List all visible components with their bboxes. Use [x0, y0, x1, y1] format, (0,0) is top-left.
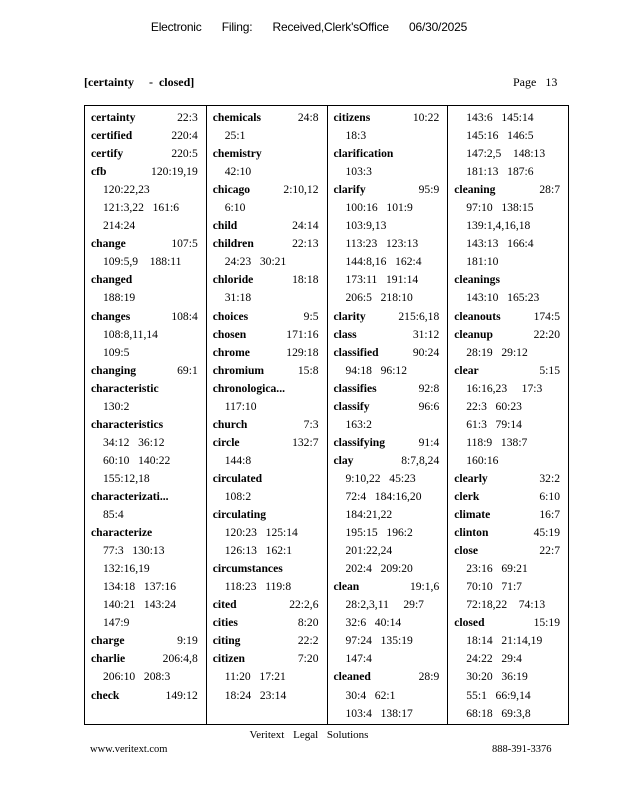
index-page-ref: 15:19 [533, 616, 560, 630]
index-term: certainty [91, 111, 136, 124]
index-entry [454, 326, 568, 344]
index-continuation: 120:23 125:14 [224, 526, 298, 540]
index-continuation: 9:10,22 45:23 [345, 471, 416, 485]
index-page-ref: 22:20 [533, 327, 560, 341]
index-term: classifying [333, 435, 386, 449]
index-term: chromium [212, 363, 265, 377]
index-term: clarity [333, 309, 366, 323]
index-term: classifies [333, 381, 377, 395]
index-entry [213, 650, 327, 668]
index-continuation: 173:11 191:14 [345, 273, 419, 287]
index-page-ref: 22:7 [539, 544, 560, 558]
index-page-ref: 18:18 [292, 273, 319, 287]
index-page-ref: 24:8 [297, 111, 319, 124]
index-page-ref: 95:9 [418, 183, 440, 197]
index-page-ref: 10:22 [412, 111, 440, 124]
index-continuation: 113:23 123:13 [345, 237, 419, 251]
index-continuation: 31:18 [224, 291, 252, 305]
index-entry [213, 380, 327, 398]
index-entry [213, 217, 327, 235]
index-page-ref: 22:2 [297, 634, 319, 648]
index-entry [213, 362, 327, 380]
index-continuation: 155:12,18 [103, 471, 150, 485]
index-entry [213, 235, 327, 253]
index-entry [213, 416, 327, 434]
index-page-ref: 31:12 [412, 327, 440, 341]
index-term: changed [91, 273, 133, 287]
index-entry [91, 127, 206, 145]
index-continuation: 160:16 [466, 453, 499, 467]
index-entry [91, 488, 206, 506]
index-continuation: 139:1,4,16,18 [466, 219, 531, 233]
index-term: characterize [91, 526, 153, 540]
index-entry [454, 524, 568, 542]
index-entry [213, 145, 327, 163]
index-term: change [91, 237, 126, 251]
index-entry [91, 632, 206, 650]
index-continuation: 120:22,23 [103, 183, 150, 197]
index-continuation: 134:18 137:16 [103, 580, 177, 594]
index-term: clearly [454, 471, 488, 485]
index-continuation: 147:9 [103, 616, 130, 630]
filing-date: 06/30/2025 [409, 20, 468, 34]
index-column-3 [327, 106, 448, 724]
index-term: circulated [212, 471, 263, 485]
index-continuation: 6:10 [224, 201, 246, 215]
index-entry [454, 271, 568, 289]
index-entry [213, 109, 327, 127]
index-continuation: 24:23 30:21 [224, 255, 287, 269]
footer-company: Veritext Legal Solutions [249, 729, 369, 741]
index-entry [91, 687, 206, 705]
index-term: changes [91, 309, 131, 323]
index-term: circumstances [212, 562, 283, 576]
index-continuation: 28:2,3,11 29:7 [345, 598, 424, 612]
index-page-ref: 7:3 [303, 417, 319, 431]
index-term: children [212, 237, 254, 251]
index-term: clay [333, 453, 354, 467]
index-entry [334, 452, 448, 470]
index-continuation: 181:13 187:6 [466, 165, 534, 179]
index-page-ref: 108:4 [171, 309, 198, 323]
index-continuation: 30:4 62:1 [345, 688, 396, 702]
index-page-ref: 2:10,12 [283, 183, 319, 197]
index-continuation: 25:1 [224, 129, 246, 143]
index-term: circulating [212, 508, 266, 522]
index-term: certify [91, 147, 124, 161]
index-continuation: 100:16 101:9 [345, 201, 413, 215]
index-page-ref: 22:3 [177, 111, 198, 124]
index-entry [334, 434, 448, 452]
index-continuation: 206:5 218:10 [345, 291, 413, 305]
index-page-ref: 206:4,8 [162, 652, 198, 666]
index-page-ref: 28:7 [539, 183, 560, 197]
index-continuation: 214:24 [103, 219, 136, 233]
index-continuation: 118:23 119:8 [224, 580, 292, 594]
index-entry [91, 650, 206, 668]
index-page-ref: 220:4 [171, 129, 198, 143]
index-column-2 [206, 106, 327, 724]
index-page-ref: 69:1 [177, 363, 198, 377]
index-entry [213, 632, 327, 650]
index-continuation: 34:12 36:12 [103, 435, 165, 449]
index-continuation: 118:9 138:7 [466, 435, 528, 449]
index-continuation: 108:2 [224, 489, 252, 503]
index-entry [213, 596, 327, 614]
index-continuation: 117:10 [224, 399, 257, 413]
index-entry [334, 326, 448, 344]
index-continuation: 68:18 69:3,8 [466, 706, 531, 720]
index-term: characteristics [91, 417, 164, 431]
index-entry [91, 362, 206, 380]
index-continuation: 85:4 [103, 508, 124, 522]
index-entry [91, 109, 206, 127]
index-term: check [91, 688, 120, 702]
index-continuation: 55:1 66:9,14 [466, 688, 531, 702]
index-term: chemicals [212, 111, 262, 124]
index-page-ref: 107:5 [171, 237, 198, 251]
index-continuation: 94:18 96:12 [345, 363, 408, 377]
index-continuation: 184:21,22 [345, 508, 393, 522]
index-term: chemistry [212, 147, 262, 161]
index-continuation: 97:10 138:15 [466, 201, 534, 215]
index-term: cleanings [454, 273, 500, 287]
index-entry [213, 326, 327, 344]
index-continuation: 28:19 29:12 [466, 345, 528, 359]
filing-received: Received,Clerk'sOffice [272, 20, 389, 34]
index-page-ref: 9:5 [303, 309, 319, 323]
index-entry [213, 181, 327, 199]
index-entry [334, 109, 448, 127]
index-continuation: 70:10 71:7 [466, 580, 522, 594]
index-entry [213, 614, 327, 632]
index-page-ref: 215:6,18 [398, 309, 440, 323]
index-continuation: 121:3,22 161:6 [103, 201, 180, 215]
index-page-ref: 8:7,8,24 [401, 453, 440, 467]
index-continuation: 144:8 [224, 453, 252, 467]
index-entry [454, 488, 568, 506]
index-entry [334, 398, 448, 416]
index-continuation: 188:19 [103, 291, 136, 305]
index-term: clarification [333, 147, 394, 161]
index-term: child [212, 219, 238, 233]
index-term: chrome [212, 345, 250, 359]
index-continuation: 132:16,19 [103, 562, 150, 576]
index-entry [334, 380, 448, 398]
index-page-ref: 15:8 [297, 363, 319, 377]
index-term: chicago [212, 183, 251, 197]
index-term: climate [454, 508, 491, 522]
index-continuation: 181:10 [466, 255, 499, 269]
index-entry [91, 308, 206, 326]
filing-electronic: Electronic [150, 20, 202, 34]
index-continuation: 103:9,13 [345, 219, 387, 233]
index-term: choices [212, 309, 249, 323]
index-column-4 [447, 106, 568, 724]
index-continuation: 11:20 17:21 [224, 670, 286, 684]
index-continuation: 77:3 130:13 [103, 544, 165, 558]
index-continuation: 195:15 196:2 [345, 526, 413, 540]
index-entry [454, 470, 568, 488]
index-term: citing [212, 634, 241, 648]
index-continuation: 72:4 184:16,20 [345, 489, 422, 503]
index-page-ref: 92:8 [418, 381, 440, 395]
index-continuation: 201:22,24 [345, 544, 393, 558]
index-page-ref: 8:20 [297, 616, 319, 630]
index-page-ref: 16:7 [539, 508, 560, 522]
index-term: charlie [91, 652, 126, 666]
index-continuation: 147:4 [345, 652, 372, 666]
index-entry [454, 362, 568, 380]
index-continuation: 103:3 [345, 165, 372, 179]
index-entry [454, 308, 568, 326]
index-continuation: 206:10 208:3 [103, 670, 171, 684]
index-continuation: 30:20 36:19 [466, 670, 528, 684]
index-continuation: 145:16 146:5 [466, 129, 534, 143]
index-continuation: 103:4 138:17 [345, 706, 413, 720]
index-page-ref: 19:1,6 [409, 580, 440, 594]
index-term: cleaned [333, 670, 371, 684]
index-page-ref: 9:19 [177, 634, 198, 648]
index-range-label: [certainty - closed] [84, 75, 195, 89]
index-entry [91, 145, 206, 163]
index-continuation: 126:13 162:1 [224, 544, 293, 558]
index-term: clean [333, 580, 360, 594]
index-continuation: 32:6 40:14 [345, 616, 402, 630]
index-term: citizens [333, 111, 371, 124]
index-continuation: 16:16,23 17:3 [466, 381, 543, 395]
index-continuation: 109:5,9 188:11 [103, 255, 182, 269]
index-page-ref: 22:2,6 [289, 598, 319, 612]
index-entry [454, 181, 568, 199]
index-page-ref: 171:16 [286, 327, 319, 341]
index-continuation: 143:13 166:4 [466, 237, 534, 251]
index-term: chronologica... [212, 381, 285, 395]
index-continuation: 18:24 23:14 [224, 688, 287, 702]
word-index-grid [84, 105, 569, 725]
index-entry [334, 145, 448, 163]
index-term: characteristic [91, 381, 159, 395]
index-entry [334, 344, 448, 362]
index-page-ref: 132:7 [292, 435, 319, 449]
index-continuation: 163:2 [345, 417, 372, 431]
index-term: cfb [91, 165, 107, 179]
page-number: Page 13 [513, 75, 558, 89]
index-term: class [333, 327, 357, 341]
index-term: close [454, 544, 479, 558]
index-term: cleanup [454, 327, 493, 341]
index-page-ref: 129:18 [286, 345, 319, 359]
index-continuation: 147:2,5 148:13 [466, 147, 546, 161]
index-entry [213, 560, 327, 578]
index-continuation: 144:8,16 162:4 [345, 255, 422, 269]
footer-website: www.veritext.com [90, 744, 168, 755]
index-term: classified [333, 345, 379, 359]
index-page-ref: 96:6 [418, 399, 440, 413]
index-entry [91, 163, 206, 181]
index-continuation: 109:5 [103, 345, 130, 359]
index-term: changing [91, 363, 137, 377]
index-page-ref: 149:12 [165, 688, 198, 702]
index-page-ref: 6:10 [539, 489, 560, 503]
index-page-ref: 7:20 [297, 652, 319, 666]
index-term: charge [91, 634, 125, 648]
index-term: characterizati... [91, 489, 169, 503]
index-continuation: 140:21 143:24 [103, 598, 177, 612]
index-entry [91, 524, 206, 542]
index-entry [213, 434, 327, 452]
index-page-ref: 28:9 [418, 670, 440, 684]
index-continuation: 143:10 165:23 [466, 291, 540, 305]
filing-label: Filing: [221, 20, 253, 34]
index-entry [334, 308, 448, 326]
index-continuation: 18:3 [345, 129, 367, 143]
index-entry [334, 668, 448, 686]
index-term: cities [212, 616, 238, 630]
index-continuation: 18:14 21:14,19 [466, 634, 543, 648]
index-term: classify [333, 399, 370, 413]
index-page-ref: 32:2 [539, 471, 560, 485]
index-continuation: 130:2 [103, 399, 130, 413]
index-continuation: 97:24 135:19 [345, 634, 413, 648]
index-entry [454, 506, 568, 524]
index-term: church [212, 417, 248, 431]
index-term: chosen [212, 327, 247, 341]
index-page-ref: 24:14 [292, 219, 319, 233]
index-term: citizen [212, 652, 245, 666]
index-term: circle [212, 435, 240, 449]
index-continuation: 42:10 [224, 165, 252, 179]
index-entry [334, 181, 448, 199]
index-continuation: 60:10 140:22 [103, 453, 171, 467]
index-term: clear [454, 363, 479, 377]
index-entry [454, 614, 568, 632]
index-entry [91, 235, 206, 253]
index-continuation: 24:22 29:4 [466, 652, 522, 666]
filing-header [0, 20, 618, 34]
index-continuation: 23:16 69:21 [466, 562, 528, 576]
index-entry [91, 380, 206, 398]
index-continuation: 143:6 145:14 [466, 111, 534, 124]
index-term: chloride [212, 273, 254, 287]
index-page-ref: 174:5 [533, 309, 560, 323]
footer-phone: 888-391-3376 [492, 744, 552, 755]
index-term: clinton [454, 526, 489, 540]
index-term: cleaning [454, 183, 496, 197]
index-entry [213, 506, 327, 524]
index-column-1 [85, 106, 206, 724]
index-term: cited [212, 598, 237, 612]
index-page-ref: 91:4 [418, 435, 440, 449]
index-entry [213, 344, 327, 362]
index-page-ref: 90:24 [412, 345, 440, 359]
index-page-ref: 22:13 [292, 237, 319, 251]
index-entry [213, 470, 327, 488]
index-page-ref: 45:19 [533, 526, 560, 540]
index-continuation: 22:3 60:23 [466, 399, 522, 413]
index-term: cleanouts [454, 309, 501, 323]
index-entry [454, 542, 568, 560]
index-continuation: 61:3 79:14 [466, 417, 522, 431]
index-continuation: 72:18,22 74:13 [466, 598, 546, 612]
index-term: clarify [333, 183, 366, 197]
index-continuation: 108:8,11,14 [103, 327, 158, 341]
index-term: certified [91, 129, 133, 143]
index-page-ref: 5:15 [539, 363, 560, 377]
index-entry [334, 578, 448, 596]
index-continuation: 202:4 209:20 [345, 562, 413, 576]
index-page-ref: 120:19,19 [151, 165, 198, 179]
index-page-ref: 220:5 [171, 147, 198, 161]
index-term: clerk [454, 489, 480, 503]
index-entry [213, 308, 327, 326]
index-entry [91, 416, 206, 434]
index-entry [213, 271, 327, 289]
index-term: closed [454, 616, 485, 630]
index-entry [91, 271, 206, 289]
